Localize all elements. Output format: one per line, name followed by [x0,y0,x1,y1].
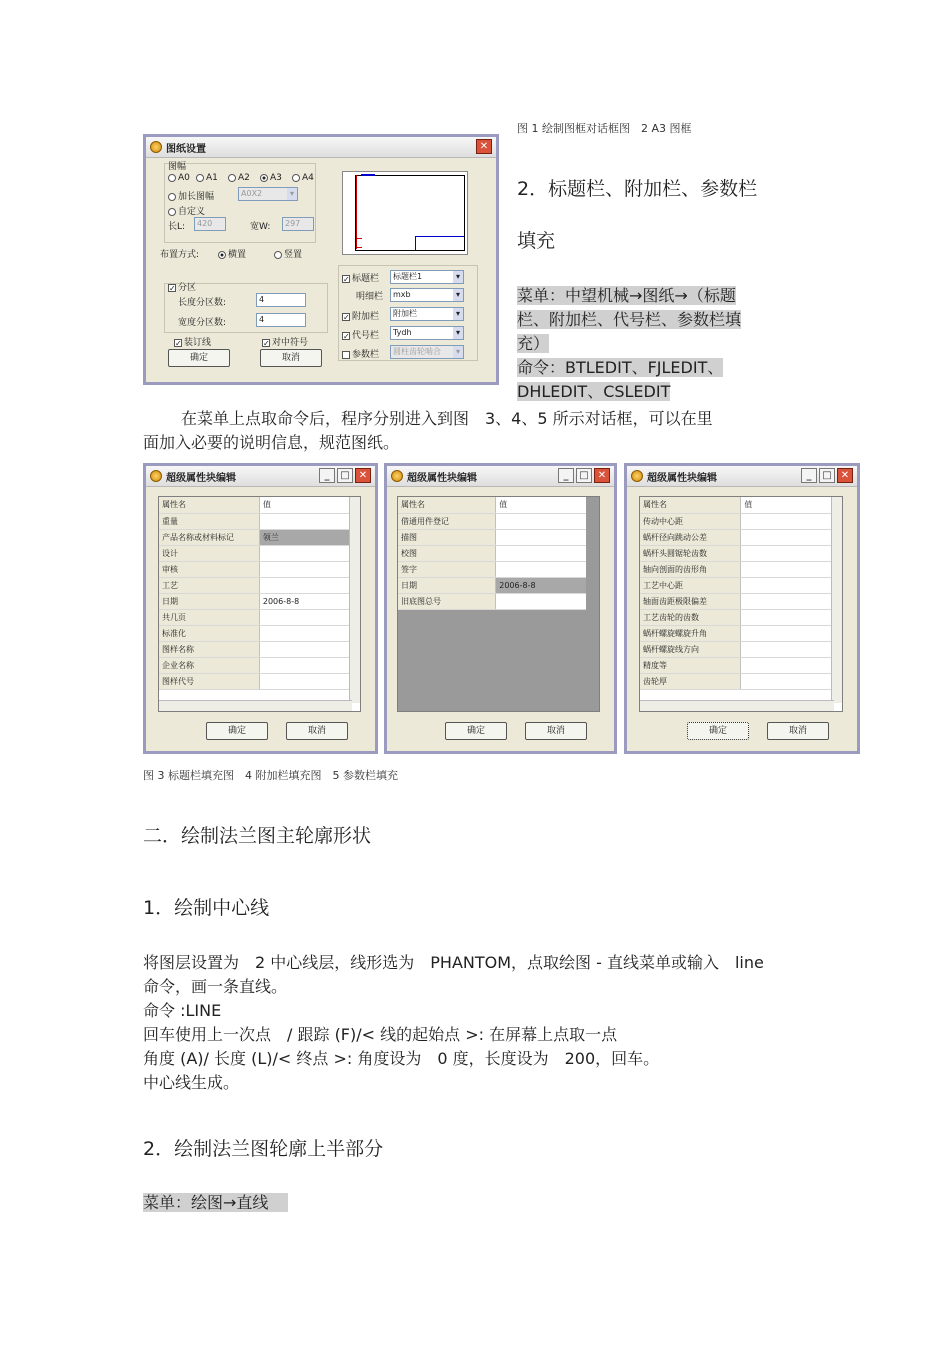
ok-button[interactable]: 确定 [445,722,507,740]
detail-select[interactable]: mxb ▾ [390,288,464,302]
width-label: 宽W: [250,222,271,232]
radio-a0[interactable] [168,173,190,183]
body-line: 回车使用上一次点 / 跟踪 (F)/< 线的起始点 >: 在屏幕上点取一点 [143,1025,618,1044]
section-heading: 二．绘制法兰图主轮廓形状 [143,825,372,847]
property-value[interactable] [259,561,352,577]
param-block-checkbox[interactable] [342,347,379,360]
menu-path-block [517,284,741,404]
property-value[interactable] [496,561,586,577]
property-name: 签字 [398,561,496,577]
table-row[interactable] [159,513,352,529]
figure345-caption: 图 3 标题栏填充图 4 附加栏填充图 5 参数栏填充 [143,769,398,782]
checkbox-label: 对中符号 [272,338,309,348]
checkbox-checked-icon: ✓ [169,283,176,293]
command-line: 命令：BTLEDIT、FJLEDIT、 [517,358,724,377]
radio-a1[interactable] [196,173,218,183]
param-block-select[interactable]: 圆柱齿轮啮合 ▾ [390,345,464,359]
property-name: 审核 [159,561,259,577]
property-name: 图样名称 [159,641,259,657]
length-input[interactable]: 420 [194,217,226,231]
cancel-button[interactable]: 取消 [286,722,348,740]
checkbox-icon [342,351,350,359]
extended-size-select[interactable]: A0X2 ▾ [238,187,298,201]
property-value[interactable]: 领兰 [259,529,352,545]
table-row[interactable] [398,577,586,593]
title-block-edit-dialog [143,463,378,754]
table-row[interactable] [398,545,586,561]
radio-a2[interactable] [228,173,250,183]
menu-path-line: 菜单：中望机械→图纸→（标题 [517,286,736,305]
table-row[interactable] [159,625,352,641]
checkbox-checked-icon: ✓ [343,312,350,322]
property-value[interactable] [741,513,834,529]
radio-icon [292,174,300,182]
vertical-scrollbar[interactable] [349,497,360,703]
property-value[interactable] [741,673,834,689]
property-name: 描图 [398,529,496,545]
body-line: 中心线生成。 [143,1073,240,1092]
ok-button[interactable]: 确定 [687,722,749,740]
title-block-checkbox[interactable] [342,271,379,284]
wide-div-label: 宽度分区数: [178,318,227,328]
checkbox-label: 标题栏 [352,274,380,284]
body-line: 将图层设置为 2 中心线层，线形选为 PHANTOM，点取绘图 - 直线菜单或输入 line [143,953,764,972]
radio-extended[interactable] [168,189,214,202]
radio-icon [196,174,204,182]
subsection-heading-1: 1．绘制中心线 [143,897,270,919]
table-row[interactable] [159,641,352,657]
subsection-heading-2: 2．绘制法兰图轮廓上半部分 [143,1138,384,1160]
extra-block-select[interactable]: 附加栏 ▾ [390,307,464,321]
table-row[interactable] [640,561,834,577]
property-name: 蜗杆螺旋螺旋升角 [640,625,741,641]
property-value[interactable] [259,625,352,641]
table-row[interactable] [640,641,834,657]
table-row[interactable] [398,593,586,609]
property-value[interactable] [496,545,586,561]
table-row[interactable] [159,545,352,561]
table-row[interactable] [398,529,586,545]
radio-label: A4 [302,173,314,183]
table-row[interactable] [159,593,352,609]
property-name: 轴向剖面的齿形角 [640,561,741,577]
minimize-icon[interactable]: _ [558,468,574,483]
radio-selected-icon [260,174,268,182]
partition-checkbox[interactable] [168,280,196,293]
radio-label: 竖置 [284,250,303,260]
cancel-button[interactable]: 取消 [260,349,322,367]
vertical-scrollbar[interactable] [831,497,842,703]
table-row[interactable] [640,545,834,561]
property-value[interactable]: 2006-8-8 [259,593,352,609]
horizontal-scrollbar[interactable] [159,700,352,711]
width-input[interactable]: 297 [282,217,314,231]
table-row[interactable] [159,657,352,673]
long-div-input[interactable]: 4 [256,293,306,307]
header-value: 值 [741,497,834,513]
property-name: 产品名称或材料标记 [159,529,259,545]
property-value[interactable] [259,513,352,529]
table-row[interactable] [640,513,834,529]
table-row[interactable] [159,673,352,689]
detail-label: 明细栏 [356,292,384,302]
property-name: 精度等 [640,657,741,673]
property-value[interactable] [741,625,834,641]
radio-icon [168,208,176,216]
param-block-edit-dialog [624,463,860,754]
dialog-titlebar [146,137,496,158]
property-name: 工艺 [159,577,259,593]
radio-label: A0 [178,173,190,183]
app-icon [391,470,403,482]
radio-icon [274,251,282,259]
title-block-select[interactable]: 标题栏1 ▾ [390,270,464,284]
menu-path-line: 充） [517,334,550,353]
radio-label: A2 [238,173,250,183]
table-row[interactable] [159,529,352,545]
table-row[interactable] [398,561,586,577]
property-name: 工艺齿轮的齿数 [640,609,741,625]
checkbox-checked-icon: ✓ [343,331,350,341]
dialog-title: 超级属性块编辑 [647,472,717,484]
radio-custom[interactable] [168,204,205,217]
drawing-setup-dialog [143,134,499,385]
radio-label: 自定义 [178,207,206,217]
grid-header-row [159,497,352,513]
horizontal-scrollbar[interactable] [640,700,834,711]
table-row[interactable] [640,577,834,593]
property-value[interactable] [741,641,834,657]
property-name: 借通用件登记 [398,513,496,529]
maximize-icon[interactable]: □ [576,468,592,483]
app-icon [150,470,162,482]
checkbox-label: 装订线 [184,338,212,348]
body-line: 角度 (A)/ 长度 (L)/< 终点 >: 角度设为 0 度，长度设为 200，回车。 [143,1049,660,1068]
header-name: 属性名 [159,497,259,513]
grid-header-row [398,497,586,513]
menu2-line [143,1191,288,1215]
dialog-title: 超级属性块编辑 [407,472,477,484]
property-name: 日期 [398,577,496,593]
cancel-button[interactable]: 取消 [525,722,587,740]
body-text-1 [143,951,823,1095]
property-value[interactable] [496,513,586,529]
frame-top-mark [361,174,375,176]
property-value[interactable] [259,577,352,593]
ok-button[interactable]: 确定 [168,349,230,367]
minimize-icon[interactable]: _ [319,468,335,483]
app-icon [631,470,643,482]
layout-label: 布置方式: [160,250,200,260]
menu-path-line: 栏、附加栏、代号栏、参数栏填 [517,310,742,329]
header-name: 属性名 [398,497,496,513]
table-row[interactable] [640,529,834,545]
radio-landscape[interactable] [218,247,246,260]
checkbox-label: 参数栏 [352,350,380,360]
radio-a4[interactable] [292,173,314,183]
property-value[interactable] [741,577,834,593]
radio-icon [168,174,176,182]
checkbox-checked-icon: ✓ [175,338,182,348]
radio-a3[interactable] [260,173,282,183]
body-line: 命令，画一条直线。 [143,977,288,996]
dialog-titlebar [146,466,375,487]
code-block-checkbox[interactable] [342,328,379,341]
body-line: 命令 :LINE [143,1001,222,1020]
frame-preview [342,171,468,255]
table-row[interactable] [640,593,834,609]
property-value[interactable] [741,657,834,673]
figure1-caption: 图 1 绘制图框对话框图 2 A3 图框 [517,122,692,135]
property-name: 传动中心距 [640,513,741,529]
close-icon[interactable]: ✕ [837,468,853,483]
long-div-label: 长度分区数: [178,298,227,308]
length-label: 长L: [168,222,186,232]
dialog-titlebar [627,466,857,487]
property-name: 校图 [398,545,496,561]
radio-icon [168,193,176,201]
table-row[interactable] [398,513,586,529]
property-value[interactable] [741,593,834,609]
close-icon[interactable]: ✕ [594,468,610,483]
property-value[interactable] [741,545,834,561]
center-mark-checkbox[interactable] [262,335,308,348]
frame-corner-mark [356,238,362,248]
property-name: 企业名称 [159,657,259,673]
header-value: 值 [259,497,352,513]
property-grid [397,496,600,712]
property-value[interactable] [259,673,352,689]
paragraph-line: 面加入必要的说明信息，规范图纸。 [143,433,400,452]
property-value[interactable] [259,609,352,625]
property-value[interactable] [741,561,834,577]
property-grid [639,496,843,712]
binding-checkbox[interactable] [174,335,211,348]
table-row[interactable] [640,625,834,641]
radio-label: 横置 [228,250,247,260]
table-row[interactable] [159,577,352,593]
dialog-title: 超级属性块编辑 [166,472,236,484]
property-grid [158,496,361,712]
maximize-icon[interactable]: □ [337,468,353,483]
maximize-icon[interactable]: □ [819,468,835,483]
paragraph-line: 在菜单上点取命令后，程序分别进入到图 3、4、5 所示对话框，可以在里 [181,409,713,428]
table-row[interactable] [159,609,352,625]
property-value[interactable] [259,657,352,673]
property-name: 工艺中心距 [640,577,741,593]
radio-selected-icon [218,251,226,259]
radio-portrait[interactable] [274,247,302,260]
checkbox-label: 代号栏 [352,331,380,341]
property-value[interactable] [259,545,352,561]
close-icon[interactable]: ✕ [476,139,492,154]
property-name: 图样代号 [159,673,259,689]
header-name: 属性名 [640,497,741,513]
checkbox-checked-icon: ✓ [263,338,270,348]
checkbox-label: 分区 [178,283,197,293]
code-block-select[interactable]: Tydh ▾ [390,326,464,340]
property-name: 轴面齿距极限偏差 [640,593,741,609]
heading-2-continued: 填充 [517,230,556,252]
app-icon [150,141,162,153]
property-name: 设计 [159,545,259,561]
property-name: 蜗杆头圆锯轮齿数 [640,545,741,561]
header-value: 值 [496,497,586,513]
extra-block-edit-dialog [384,463,617,754]
property-value[interactable] [496,529,586,545]
grid-header-row [640,497,834,513]
dialog-title: 图纸设置 [166,143,206,155]
property-name: 蜗杆径向跳动公差 [640,529,741,545]
radio-icon [228,174,236,182]
frame-size-group-label: 图幅 [168,162,187,172]
property-name: 齿轮厚 [640,673,741,689]
frame-title-block [415,236,464,250]
property-name: 蜗杆螺旋线方向 [640,641,741,657]
table-row[interactable] [640,657,834,673]
radio-label: A3 [270,173,282,183]
menu-path-line: 菜单：绘图→直线 [143,1193,288,1212]
radio-label: 加长图幅 [178,192,215,202]
minimize-icon[interactable]: _ [801,468,817,483]
radio-label: A1 [206,173,218,183]
property-value[interactable] [741,609,834,625]
table-row[interactable] [159,561,352,577]
dialog-titlebar [387,466,614,487]
property-value[interactable] [741,529,834,545]
cancel-button[interactable]: 取消 [767,722,829,740]
extra-block-checkbox[interactable] [342,309,379,322]
table-row[interactable] [640,609,834,625]
property-value[interactable]: 2006-8-8 [496,577,586,593]
property-name: 标准化 [159,625,259,641]
property-name: 重量 [159,513,259,529]
property-name: 共几页 [159,609,259,625]
paragraph-1 [143,407,803,455]
checkbox-checked-icon: ✓ [343,274,350,284]
property-value[interactable] [259,641,352,657]
property-name: 日期 [159,593,259,609]
ok-button[interactable]: 确定 [206,722,268,740]
wide-div-input[interactable]: 4 [256,313,306,327]
heading-2: 2．标题栏、附加栏、参数栏 [517,178,758,200]
property-value[interactable] [496,593,586,609]
close-icon[interactable]: ✕ [355,468,371,483]
property-name: 旧底图总号 [398,593,496,609]
checkbox-label: 附加栏 [352,312,380,322]
command-line: DHLEDIT、CSLEDIT [517,382,671,401]
table-row[interactable] [640,673,834,689]
